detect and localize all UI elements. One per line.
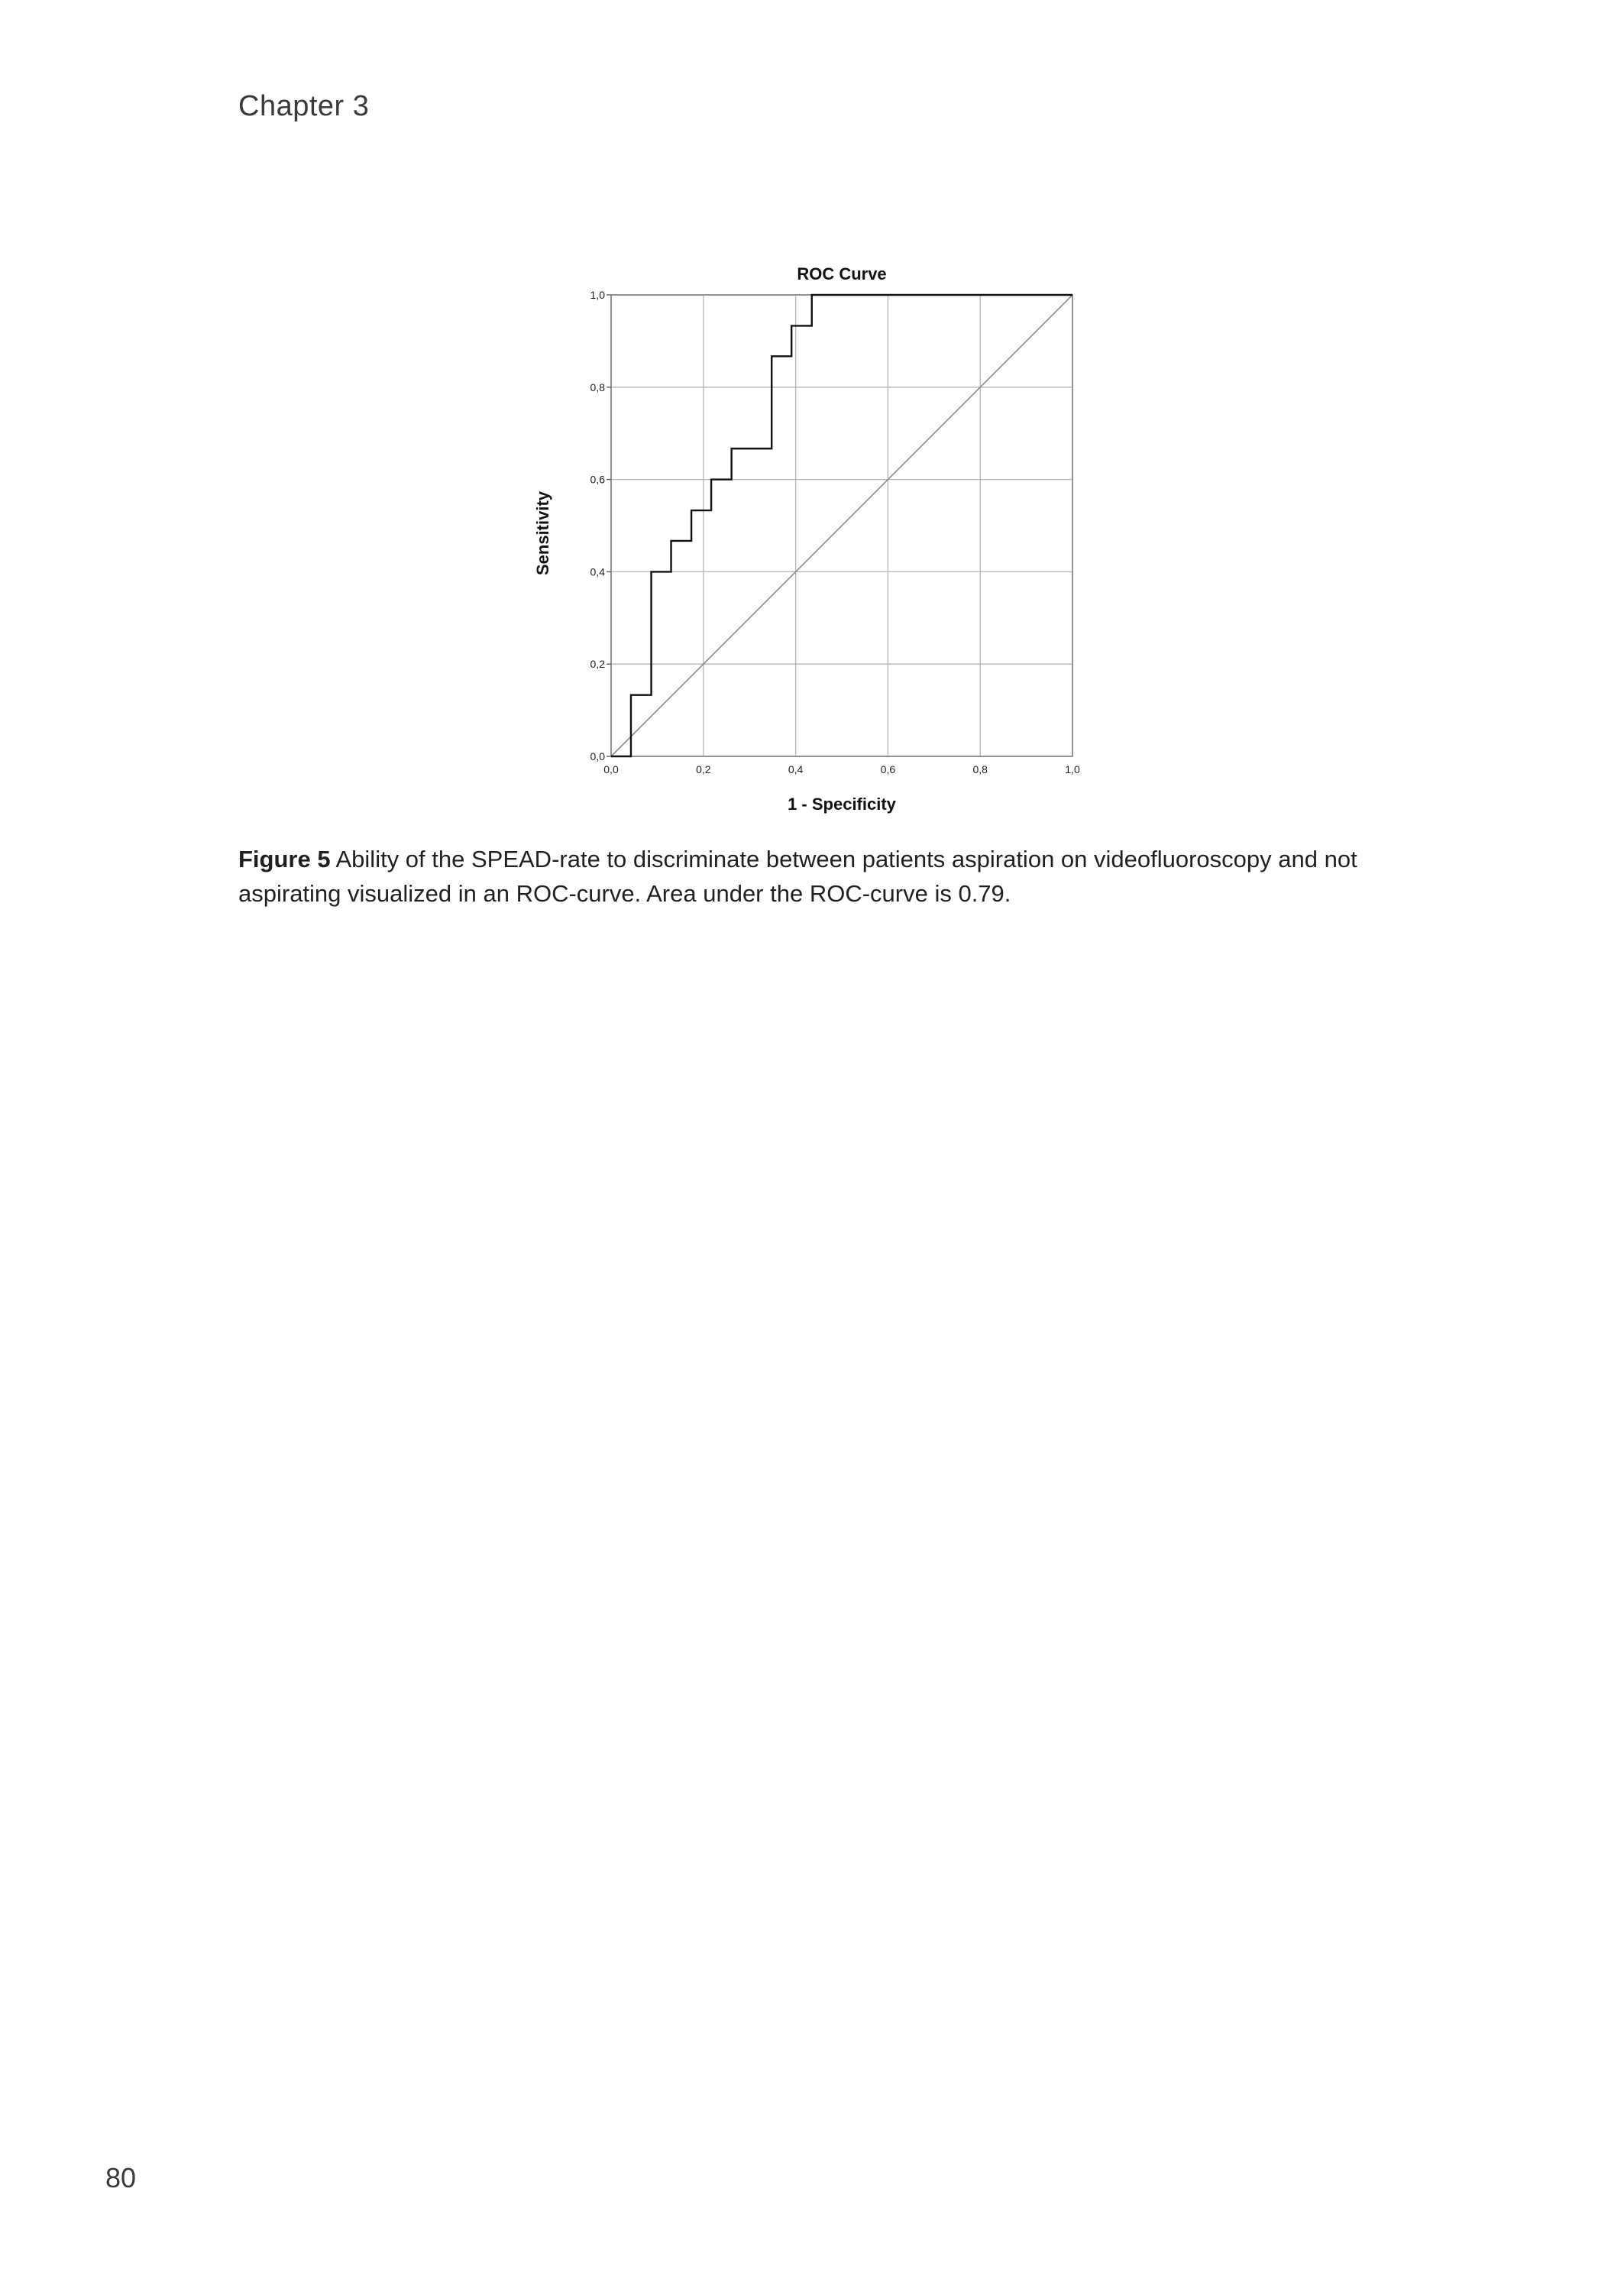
y-tick-label: 0,6: [590, 473, 605, 486]
x-tick-label: 0,4: [788, 763, 804, 775]
reference-diagonal-line: [611, 295, 1072, 756]
x-tick-label: 0,2: [696, 763, 711, 775]
x-tick-label: 0,6: [880, 763, 896, 775]
y-tick-labels: [590, 289, 611, 762]
chart-title: ROC Curve: [797, 264, 887, 283]
y-tick-label: 1,0: [590, 289, 605, 301]
y-tick-label: 0,4: [590, 565, 605, 578]
reference-layer: [611, 295, 1072, 756]
y-axis-label: Sensitivity: [533, 490, 552, 576]
x-tick-labels: [603, 763, 1080, 775]
page-number: 80: [105, 2162, 137, 2193]
x-tick-label: 1,0: [1065, 763, 1080, 775]
x-tick-label: 0,0: [603, 763, 619, 775]
caption-label: Figure 5: [238, 846, 331, 872]
caption-text: Ability of the SPEAD-rate to discriminate between patients aspiration on videofluoroscopy and not aspirating visualized in an ROC-curve. Area under the ROC-curve is 0.79.: [238, 846, 1357, 907]
x-axis-label: 1 - Specificity: [788, 795, 896, 814]
roc-chart: [527, 260, 1108, 825]
y-tick-label: 0,2: [590, 658, 605, 671]
running-header: Chapter 3: [238, 90, 370, 122]
y-tick-label: 0,8: [590, 380, 605, 393]
figure-caption: [238, 842, 1430, 911]
x-tick-label: 0,8: [972, 763, 988, 775]
y-tick-label: 0,0: [590, 750, 605, 762]
roc-figure: [527, 260, 1108, 825]
